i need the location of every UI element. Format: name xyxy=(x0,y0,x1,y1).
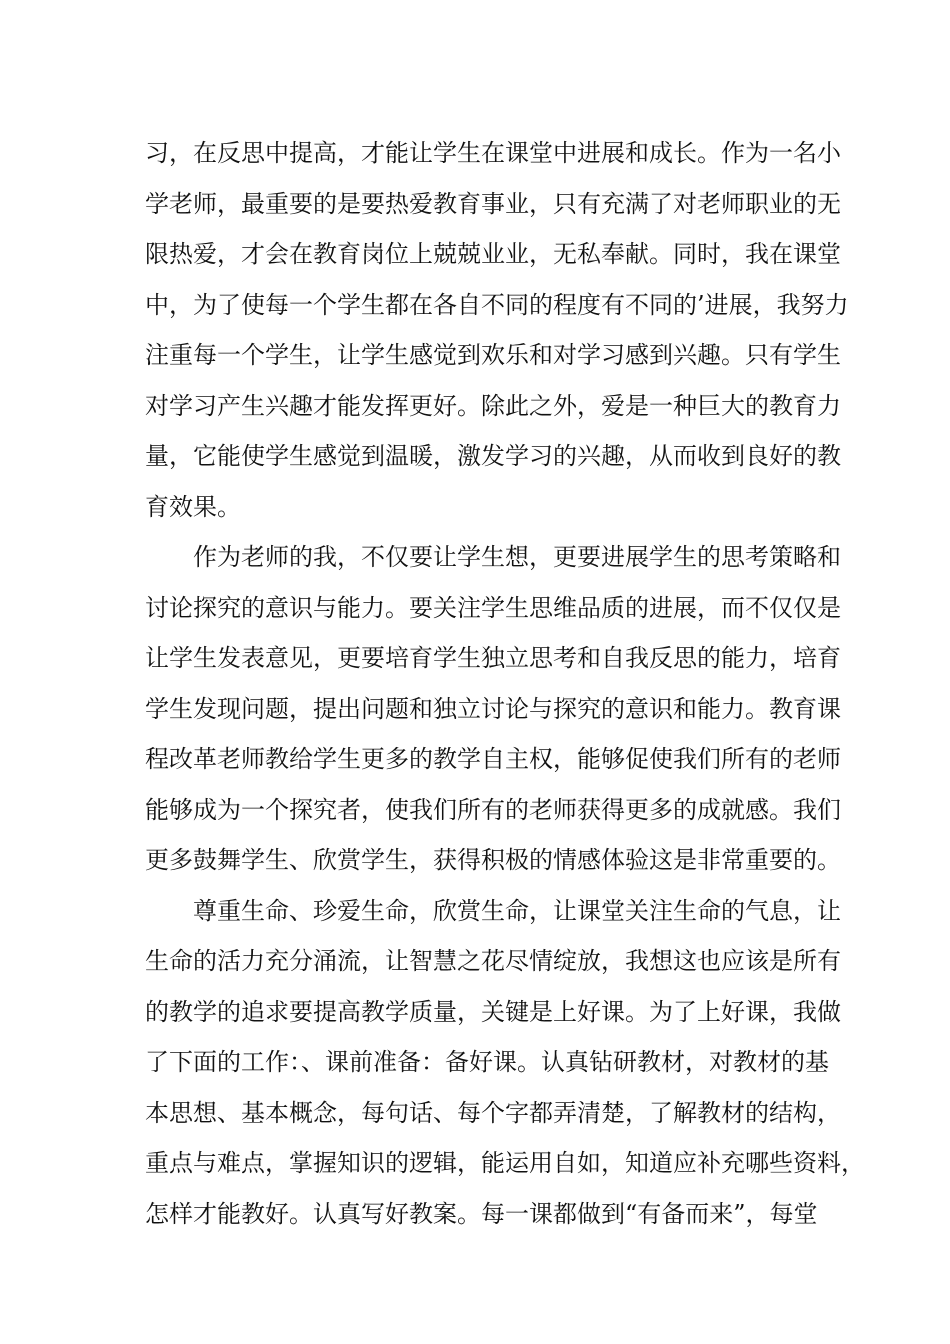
text-line: 注重每一个学生，让学生感觉到欢乐和对学习感到兴趣。只有学生 xyxy=(145,341,841,369)
text-line: 中，为了使每一个学生都在各自不同的程度有不同的’进展，我努力 xyxy=(145,290,849,319)
text-line: 生命的活力充分涌流，让智慧之花尽情绽放，我想这也应该是所有 xyxy=(145,947,841,975)
text-line: 重点与难点，掌握知识的逻辑，能运用自如，知道应补充哪些资料， xyxy=(145,1149,865,1177)
text-line: 能够成为一个探究者，使我们所有的老师获得更多的成就感。我们 xyxy=(145,795,841,824)
text-line: 育效果。 xyxy=(145,492,241,521)
text-line: 了下面的工作：、课前准备：备好课。认真钻研教材，对教材的基 xyxy=(145,1048,829,1076)
text-line: 作为老师的我，不仅要让学生想，更要进展学生的思考策略和 xyxy=(193,543,841,571)
text-line: 让学生发表意见，更要培育学生独立思考和自我反思的能力，培育 xyxy=(145,644,841,672)
text-line: 的教学的追求要提高教学质量，关键是上好课。为了上好课，我做 xyxy=(145,997,841,1026)
text-line: 程改革老师教给学生更多的教学自主权，能够促使我们所有的老师 xyxy=(145,745,841,773)
text-line: 量，它能使学生感觉到温暖，激发学习的兴趣，从而收到良好的教 xyxy=(145,442,841,470)
text-line: 怎样才能教好。认真写好教案。每一课都做到“有备而来”，每堂 xyxy=(145,1199,818,1228)
text-line: 学老师，最重要的是要热爱教育事业，只有充满了对老师职业的无 xyxy=(145,189,841,218)
text-line: 本思想、基本概念，每句话、每个字都弄清楚，了解教材的结构， xyxy=(145,1098,841,1127)
text-line: 更多鼓舞学生、欣赏学生，获得积极的情感体验这是非常重要的。 xyxy=(145,846,841,874)
text-line: 学生发现问题，提出问题和独立讨论与探究的意识和能力。教育课 xyxy=(145,694,841,723)
text-line: 对学习产生兴趣才能发挥更好。除此之外，爱是一种巨大的教育力 xyxy=(145,391,841,420)
text-line: 讨论探究的意识与能力。要关注学生思维品质的进展，而不仅仅是 xyxy=(145,593,841,622)
text-line: 习，在反思中提高，才能让学生在课堂中进展和成长。作为一名小 xyxy=(145,139,841,167)
text-line: 限热爱，才会在教育岗位上兢兢业业，无私奉献。同时，我在课堂 xyxy=(145,240,841,268)
text-line: 尊重生命、珍爱生命，欣赏生命，让课堂关注生命的气息，让 xyxy=(193,896,841,925)
body-text xyxy=(145,128,865,1239)
